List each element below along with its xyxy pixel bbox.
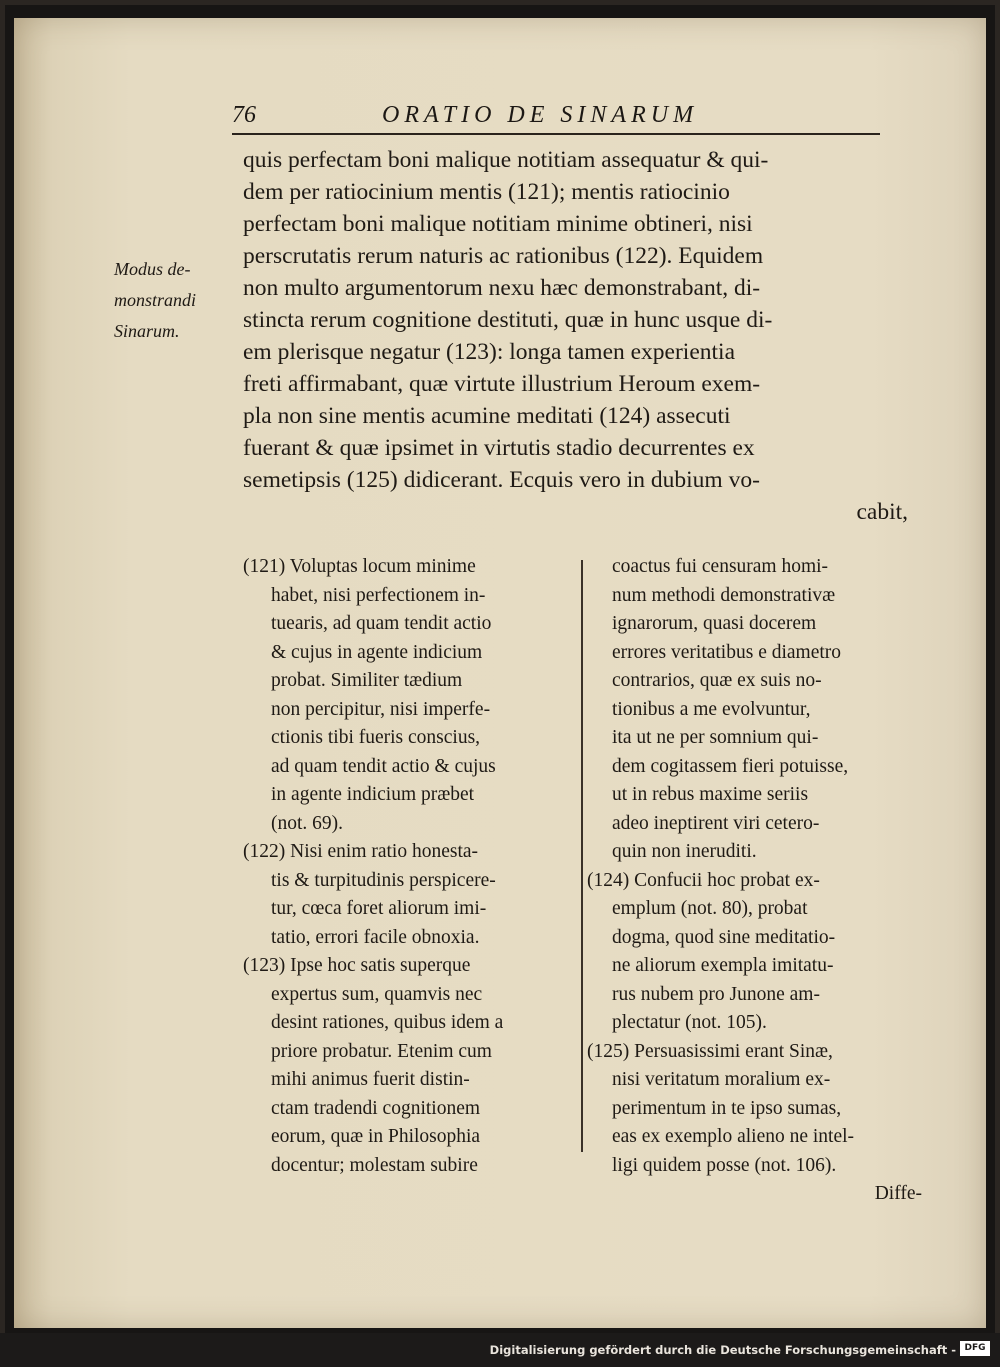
page-number: 76 [232,102,256,128]
footnote-line: habet, nisi perfectionem in- [271,584,486,606]
footnote-line: contrarios, quæ ex suis no- [612,670,822,691]
main-text-line: freti affirmabant, quæ virtute illustrium Heroum exem- [243,371,761,397]
footnote-line: non percipitur, nisi imperfe- [271,698,491,720]
footnote-line: in agente indicium præbet [271,784,475,805]
footnote-line: & cujus in agente indicium [271,641,483,663]
footnote-line: num methodi demonstrativæ [612,584,836,606]
margin-note [114,254,239,347]
margin-note-line: Modus de- [114,259,191,279]
footnote-line: ne aliorum exempla imitatu- [612,955,834,976]
footnote-line: ignarorum, quasi docerem [612,613,817,634]
footnote-line: tuearis, ad quam tendit actio [271,613,492,634]
footnote-line: docentur; molestam subire [271,1154,478,1176]
main-text-line: quis perfectam boni malique notitiam assequatur & qui- [243,147,769,173]
footnote-line: eas ex exemplo alieno ne intel- [612,1126,855,1147]
footnote-line: (122) Nisi enim ratio honesta- [243,841,479,862]
footnote-line: quin non ineruditi. [612,841,757,862]
footnote-line: priore probatur. Etenim cum [271,1040,492,1062]
footnote-line: nisi veritatum moralium ex- [612,1069,831,1090]
footnotes-right-column [587,553,922,1209]
footnote-line: ligi quidem posse (not. 106). [612,1154,837,1176]
footnote-line: ita ut ne per somnium qui- [612,727,819,748]
footnote-line: ctam tradendi cognitionem [271,1097,481,1119]
footnote-line: expertus sum, quamvis nec [271,983,483,1005]
footnote-line: perimentum in te ipso sumas, [612,1097,842,1119]
main-text-line: non multo argumentorum nexu hæc demonstrabant, di- [243,275,761,301]
margin-note-line: Sinarum. [114,321,180,341]
footnote-line: tur, cœca foret aliorum imi- [271,898,487,919]
footnote-line: tatio, errori facile obnoxia. [271,926,480,948]
footnote-line: tis & turpitudinis perspicere- [271,869,496,891]
footnote-line: probat. Similiter tædium [271,670,463,691]
footnotes-left-column [243,553,578,1180]
main-text [243,144,908,528]
footnote-line: adeo ineptirent viri cetero- [612,812,820,834]
main-text-line: perscrutatis rerum naturis ac rationibus (122). Equidem [243,243,764,269]
funding-credit: Digitalisierung gefördert durch die Deutsche Forschungsgemeinschaft - [489,1343,956,1357]
footnote-line: (125) Persuasissimi erant Sinæ, [587,1040,833,1062]
footnote-line: errores veritatibus e diametro [612,641,842,663]
footnote-line: dogma, quod sine meditatio- [612,926,836,948]
margin-note-line: monstrandi [114,290,197,310]
footnote-line: plectatur (not. 105). [612,1012,767,1033]
main-text-line: dem per ratiocinium mentis (121); mentis ratiocinio [243,179,730,205]
main-text-line: perfectam boni malique notitiam minime obtineri, nisi [243,211,753,237]
catchword-line: Diffe- [874,1183,922,1204]
footnote-line: desint rationes, quibus idem a [271,1012,504,1033]
footnote-line: (124) Confucii hoc probat ex- [587,869,820,891]
footnote-line: eorum, quæ in Philosophia [271,1126,481,1147]
footnote-line: emplum (not. 80), probat [612,898,808,919]
footnote-line: ut in rebus maxime seriis [612,784,809,805]
footnote-line: mihi animus fuerit distin- [271,1069,470,1090]
main-text-line: fuerant & quæ ipsimet in virtutis stadio decurrentes ex [243,435,755,461]
footnote-line: (not. 69). [271,812,344,834]
footnote-line: ad quam tendit actio & cujus [271,755,496,777]
main-text-line: pla non sine mentis acumine meditati (124) assecuti [243,403,731,429]
column-divider [581,560,583,1152]
footnote-line: dem cogitassem fieri potuisse, [612,755,849,777]
footnote-line: tionibus a me evolvuntur, [612,698,811,720]
footnote-line: coactus fui censuram homi- [612,556,829,577]
header-rule [232,133,880,135]
footnote-line: (123) Ipse hoc satis superque [243,955,471,976]
main-text-line: semetipsis (125) didicerant. Ecquis vero in dubium vo- [243,467,760,493]
dfg-logo-icon: DFG [960,1341,990,1356]
footer-bar [0,1333,1000,1367]
main-text-line: stincta rerum cognitione destituti, quæ in hunc usque di- [243,307,773,333]
catchword-line: cabit, [856,499,908,525]
page-header [232,100,872,130]
footnote-line: ctionis tibi fueris conscius, [271,727,481,748]
footnote-line: (121) Voluptas locum minime [243,556,476,577]
running-title: ORATIO DE SINARUM [382,102,699,128]
footnote-line: rus nubem pro Junone am- [612,983,820,1005]
main-text-line: em plerisque negatur (123): longa tamen experientia [243,339,736,365]
